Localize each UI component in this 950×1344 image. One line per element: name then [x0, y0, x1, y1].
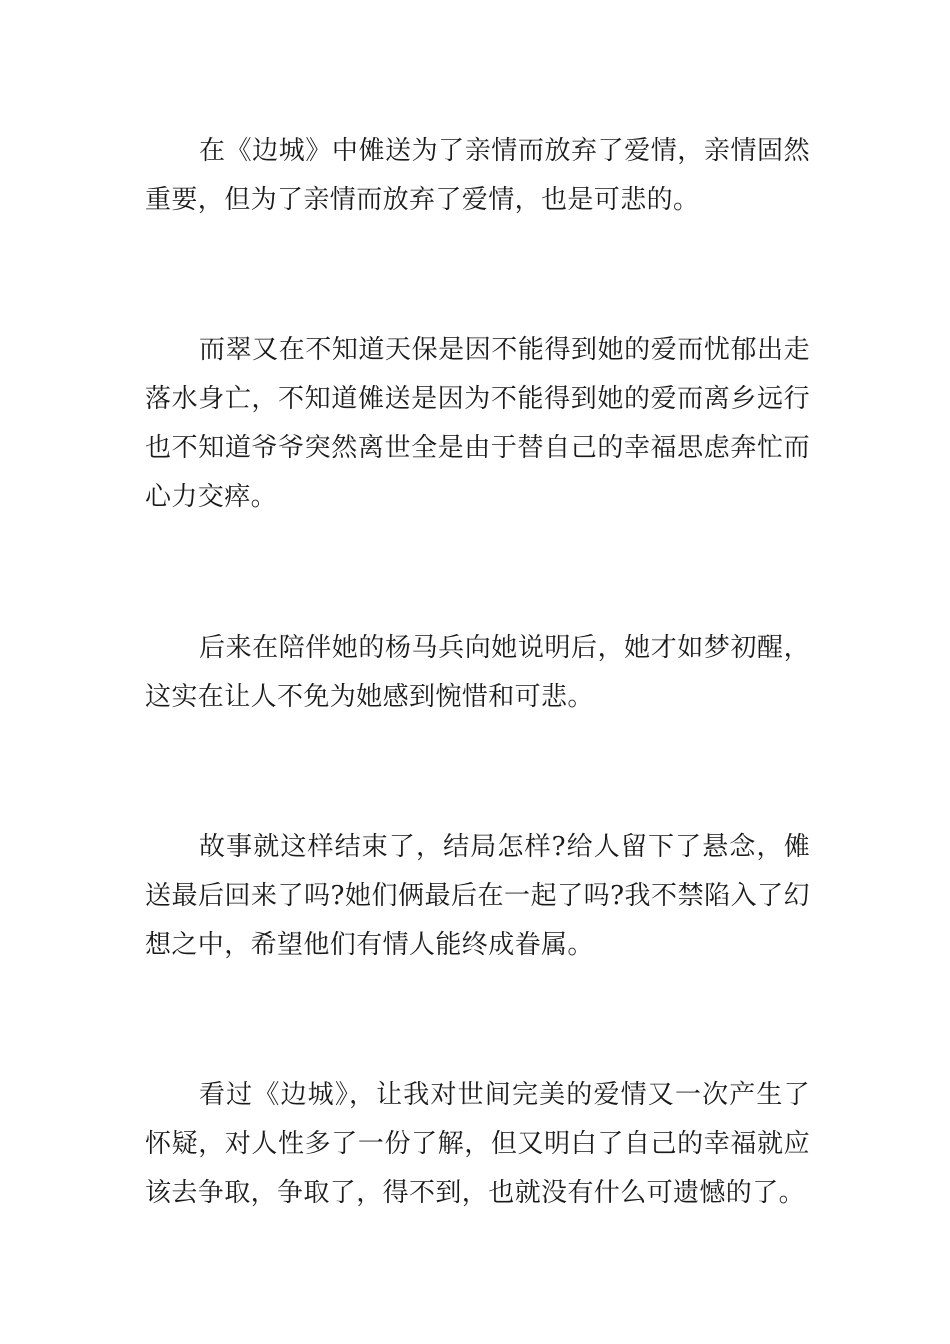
paragraph-1: 在《边城》中傩送为了亲情而放弃了爱情，亲情固然重要，但为了亲情而放弃了爱情，也是可悲的。 [145, 136, 810, 215]
paragraph-2: 而翠又在不知道天保是因不能得到她的爱而忧郁出走落水身亡，不知道傩送是因为不能得到她的爱而离乡远行也不知道爷爷突然离世全是由于替自己的幸福思虑奔忙而心力交瘁。 [145, 335, 810, 512]
paragraph-4: 故事就这样结束了，结局怎样?给人留下了悬念，傩送最后回来了吗?她们俩最后在一起了吗?我不禁陷入了幻想之中，希望他们有情人能终成眷属。 [145, 832, 810, 960]
paragraph-3: 后来在陪伴她的杨马兵向她说明后，她才如梦初醒，这实在让人不免为她感到惋惜和可悲。 [145, 633, 810, 712]
paragraph-5: 看过《边城》，让我对世间完美的爱情又一次产生了怀疑，对人性多了一份了解，但又明白了自己的幸福就应该去争取，争取了，得不到，也就没有什么可遗憾的了。 [145, 1080, 810, 1208]
